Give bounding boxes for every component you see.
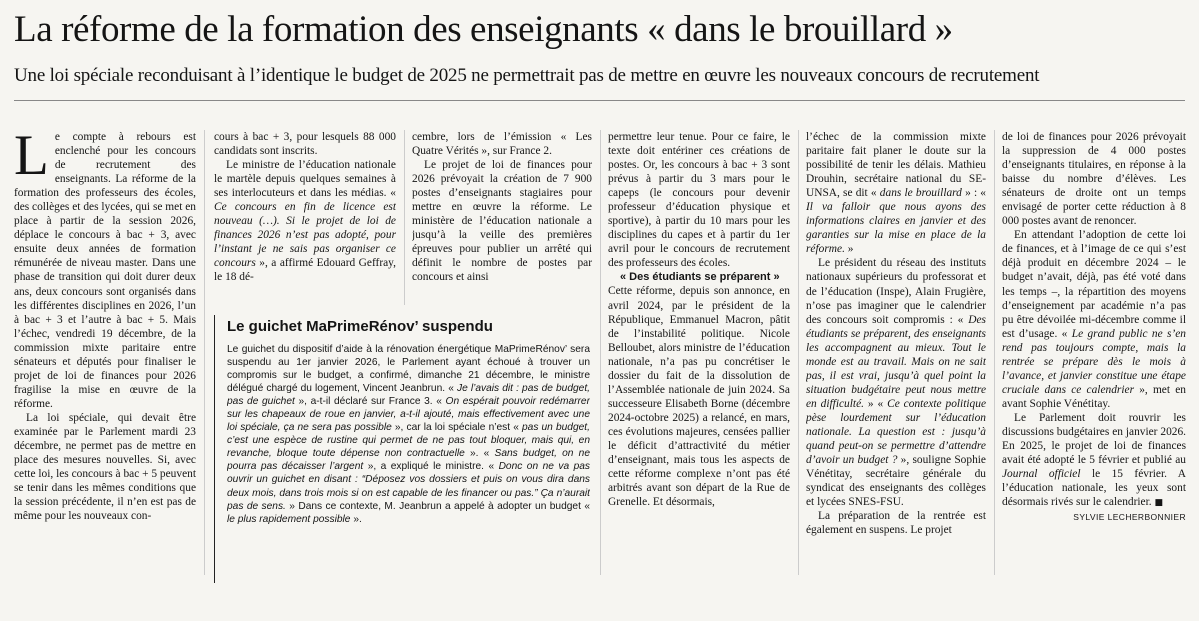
article-column-5 bbox=[806, 130, 986, 580]
col6-paragraph-2 bbox=[1002, 228, 1186, 411]
box-title: Le guichet MaPrimeRénov’ suspendu bbox=[227, 318, 493, 335]
column-separator bbox=[204, 130, 205, 575]
box-t6: pas un budget, c’est une espèce de rustine qui permet de ne pas tout bloquer, mais qui, en revanche, bloque toute dépense non contractuelle bbox=[227, 422, 590, 460]
column-separator bbox=[994, 130, 995, 575]
col5-t2: dans le brouillard bbox=[879, 187, 962, 200]
article-column-4 bbox=[608, 130, 790, 580]
col5-t6: Le président du réseau des instituts nationaux supérieurs du professorat et de l’éducation (Inspe), Alain Frugière, n’ose pas imaginer que le calendrier des concours soit compromis : « bbox=[806, 257, 986, 326]
col4-paragraph-2: Cette réforme, depuis son annonce, en avril 2024, par le président de la République, Emmanuel Macron, pâtit de l’instabilité politique. Nicole Belloubet, alors ministre de l’éducation nationale, n’a pas pu concrétiser le dossier du fait de la dissolution de l’Assemblée nationale de juin 2024. Sa successeure Elisabeth Borne (décembre 2024-octobre 2025) a relancé, en mars, ces évolutions majeures, censées pallier le déficit d’attractivité du métier d’enseignant, mais tous les aspects de cette réforme complexe n’ont pas été arbitrés avant son départ de la Rue de Grenelle. Et désormais, bbox=[608, 285, 790, 509]
headline: La réforme de la formation des enseignants « dans le brouillard » bbox=[14, 9, 953, 50]
col5-t7: Des étudiants se préparent, des enseignants les accompagnent au mieux. Tout le monde est au travail. Mais on ne sait pas, il est vrai, jusqu’à quel point la situation budgétaire peut nous mettre en difficulté. bbox=[806, 313, 986, 410]
box-t12: le plus rapidement possible bbox=[227, 513, 351, 525]
col3-paragraph-2: Le projet de loi de finances pour 2026 prévoyait la création de 7 900 postes d’enseignants stagiaires pour mettre en œuvre la réforme. Le ministère de l’éducation nationale a jusqu’à la veille des premières épreuves pour publier un arrêté qui définit le nombre de postes par concours et ainsi bbox=[412, 159, 592, 284]
col5-t1: l’échec de la commission mixte paritaire fait planer le doute sur la possibilité de tenir les délais. Mathieu Drouhin, secrétaire national du SE-UNSA, se dit « bbox=[806, 131, 986, 200]
col1-paragraph-2: La loi spéciale, qui devait être examinée par le Parlement mardi 23 décembre, ne permet pas de mettre en place des mesures nouvelles. Si, avec cette loi, les concours à bac + 5 peuvent se tenir dans les mêmes conditions que la session précédente, il n’en est pas de même pour les nouveaux con- bbox=[14, 411, 196, 523]
col2-text-a: Le ministre de l’éducation nationale le martèle depuis quelques semaines à ses interlocuteurs et dans les médias. « bbox=[214, 159, 396, 200]
article-column-2 bbox=[214, 130, 396, 300]
col5-paragraph-2 bbox=[806, 256, 986, 509]
col6-t2: Le grand public ne s’en rend pas toujours compte, mais la rentrée se prépare dès le mois à l’avance, et janvier constitue une étape cruciale dans ce calendrier bbox=[1002, 327, 1186, 396]
byline: SYLVIE LECHERBONNIER bbox=[1073, 512, 1186, 523]
intertitle: « Des étudiants se préparent » bbox=[620, 271, 780, 284]
box-t7: ». « bbox=[469, 448, 490, 460]
article-column-1 bbox=[14, 130, 196, 580]
col4-paragraph-1: permettre leur tenue. Pour ce faire, le texte doit entériner ces créations de postes. Or, les concours à bac + 3 sont prévus à partir du 3 mars pour le capeps (le concours pour devenir professeur d’éducation physique et sportive), à partir du 10 mars pour les disciplines du capes et à partir du 1er avril pour le concours de recrutement des professeurs des écoles. bbox=[608, 131, 790, 270]
col6-t3: », met en avant Sophie Vénétitay. bbox=[1002, 383, 1186, 410]
col5-t9: Ce contexte politique pèse lourdement sur l’éducation nationale. La question est : jusqu’à quand peut-on se permettre d’attendre d’avoir un budget ? bbox=[806, 397, 986, 467]
col1-paragraph-1 bbox=[14, 130, 196, 411]
col6-t5: Journal officiel bbox=[1002, 468, 1081, 481]
subhead: Une loi spéciale reconduisant à l’identique le budget de 2025 ne permettrait pas de mettre en œuvre les nouveaux concours de recrutement bbox=[14, 65, 1040, 86]
col5-paragraph-1 bbox=[806, 130, 986, 256]
sidebar-box bbox=[214, 315, 590, 583]
header-rule bbox=[14, 100, 1185, 101]
col6-paragraph-1: de loi de finances pour 2026 prévoyait la suppression de 4 000 postes d’enseignants titulaires, en réponse à la baisse du nombre d’élèves. Les sénateurs de droite ont un temps envisagé de porter cette réduction à 8 000 postes avant de renoncer. bbox=[1002, 131, 1186, 228]
col1-text-1: e compte à rebours est enclenché pour les concours de recrutement des enseignants. La réforme de la formation des professeurs des écoles, des collèges et des lycées, qui se met en place à partir de la session 2026, déplace le concours à bac + 3, avec ensuite deux années de formation rémunérée de niveau master. Dans une phase de transition qui doit durer deux ans, deux concours sont organisés dans les différentes disciplines en 2026, l’un à bac + 3 et l’autre à bac + 5. Mais l’échec, vendredi 19 décembre, de la commission mixte paritaire entre sénateurs et députés pour finaliser le projet de loi de finances pour 2026 fragilise la mise en œuvre de la réforme. bbox=[14, 131, 196, 410]
col3-paragraph-1: cembre, lors de l’émission « Les Quatre Vérités », sur France 2. bbox=[412, 131, 592, 158]
box-t9: », a expliqué le ministre. « bbox=[367, 461, 495, 473]
col6-paragraph-3 bbox=[1002, 411, 1186, 510]
col5-t5: » bbox=[847, 243, 854, 256]
column-separator bbox=[404, 130, 405, 305]
col6-t1: En attendant l’adoption de cette loi de finances, et à l’image de ce qui s’est déjà produit en décembre 2024 – le budget n’avait, déjà, pas été voté dans les temps –, la répartition des moyens d’enseignement par académie n’a pas pu être dévoilée mi-décembre comme il est d’usage. « bbox=[1002, 229, 1186, 340]
column-separator bbox=[600, 130, 601, 575]
box-t8: Sans budget, on ne pourra pas décaisser l’argent bbox=[227, 448, 590, 473]
box-t3: », a-t-il déclaré sur France 3. « bbox=[298, 396, 442, 408]
col6-t4: Le Parlement doit rouvrir les discussions budgétaires en janvier 2026. En 2025, le projet de loi de finances avait été adopté le 5 février et publié au bbox=[1002, 411, 1186, 467]
box-t5: », car la loi spéciale n’est « bbox=[394, 422, 519, 434]
box-t4: On espérait pouvoir redémarrer sur les chapeaux de roue en janvier, a-t-il ajouté, mais effectivement avec une loi spéciale, ça ne sera pas possible bbox=[227, 396, 590, 434]
box-text bbox=[227, 343, 590, 526]
box-t11: » Dans ce contexte, M. Jeanbrun a appelé à adopter un budget « bbox=[289, 500, 590, 512]
article-column-6 bbox=[1002, 130, 1186, 580]
column-separator bbox=[798, 130, 799, 575]
drop-cap: L bbox=[14, 130, 49, 187]
box-t13: ». bbox=[353, 513, 362, 525]
col5-t4: Il va falloir que nous ayons des informations claires en janvier et des garanties sur la mise en place de la réforme. bbox=[806, 201, 986, 256]
end-mark: ■ bbox=[1154, 498, 1163, 509]
box-t2: Je l’avais dit : pas de budget, pas de guichet bbox=[227, 383, 590, 408]
col6-t6: le 15 février. A l’éducation nationale, les yeux sont désormais rivés sur le calendrier. bbox=[1002, 468, 1186, 509]
box-t10: Donc on ne va pas ouvrir un guichet en disant : “Déposez vos dossiers et puis on vous dira dans deux mois, dans trois mois si on est capable de les financer ou pas.” Ça n’aurait pas de sens. bbox=[227, 461, 590, 512]
article-column-3 bbox=[412, 130, 592, 300]
box-t1: Le guichet du dispositif d’aide à la rénovation énergétique MaPrimeRénov’ sera suspendu au 1er janvier 2026, le Parlement ayant échoué à trouver un compromis sur le budget, a confirmé, dimanche 21 décembre, le ministre délégué chargé du logement, Vincent Jeanbrun. « bbox=[227, 344, 590, 395]
col5-t10: », souligne Sophie Vénétitay, secrétaire générale du syndicat des enseignants des collèges et lycées SNES-FSU. bbox=[806, 454, 986, 509]
col5-paragraph-3: La préparation de la rentrée est également en suspens. Le projet bbox=[806, 510, 986, 537]
col2-text-c: », a affirmé Edouard Geffray, le 18 dé- bbox=[214, 257, 396, 284]
col2-paragraph-1: cours à bac + 3, pour lesquels 88 000 candidats sont inscrits. bbox=[214, 131, 396, 158]
col2-quote: Ce concours en fin de licence est nouveau (…). Si le projet de loi de finances 2026 n’est pas adopté, pour l’instant je ne sais pas organiser ce concours bbox=[214, 201, 396, 270]
col5-t3: » : « bbox=[965, 187, 986, 200]
col2-paragraph-2 bbox=[214, 158, 396, 284]
col5-t8: » « bbox=[867, 397, 884, 410]
